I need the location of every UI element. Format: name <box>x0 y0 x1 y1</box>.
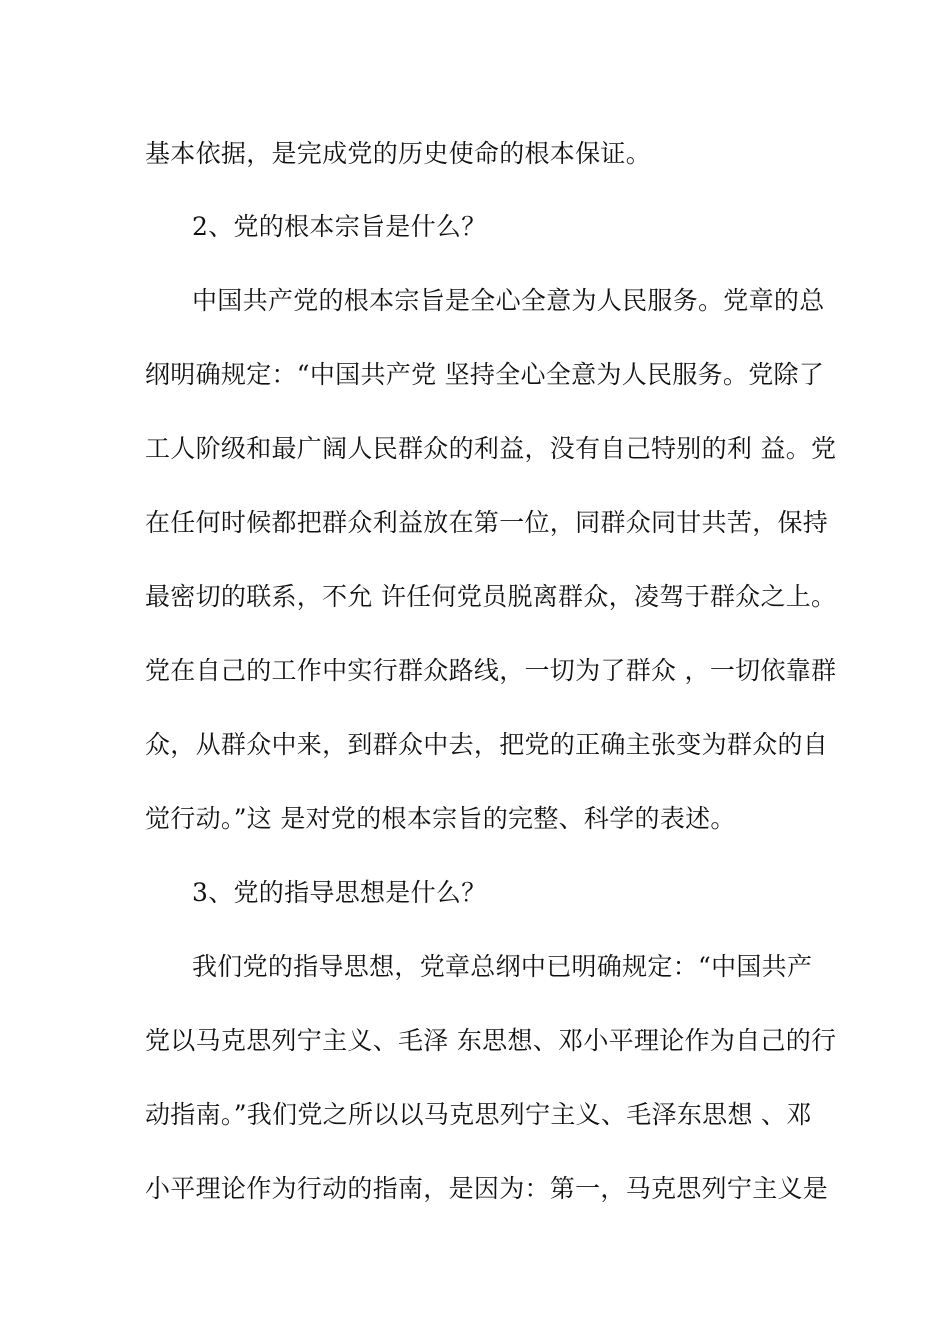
text-line: 动指南。”我们党之所以以马克思列宁主义、毛泽东思想 、邓 <box>145 1100 812 1129</box>
text-line: 最密切的联系，不允 许任何党员脱离群众，凌驾于群众之上。 <box>145 582 837 611</box>
text-line: 党在自己的工作中实行群众路线，一切为了群众 ，一切依靠群 <box>145 656 837 685</box>
paragraph-first-line: 我们党的指导思想，党章总纲中已明确规定：“中国共产 <box>192 952 813 981</box>
question-heading: 2、党的根本宗旨是什么？ <box>192 212 487 241</box>
text-line: 小平理论作为行动的指南，是因为：第一，马克思列宁主义是 <box>145 1174 829 1203</box>
question-heading: 3、党的指导思想是什么？ <box>192 878 487 907</box>
text-line: 基本依据，是完成党的历史使命的根本保证。 <box>145 139 652 168</box>
text-line: 工人阶级和最广阔人民群众的利益，没有自己特别的利 益。党 <box>145 434 837 463</box>
text-line: 觉行动。”这 是对党的根本宗旨的完整、科学的表述。 <box>145 804 736 833</box>
paragraph-first-line: 中国共产党的根本宗旨是全心全意为人民服务。党章的总 <box>192 286 825 315</box>
text-line: 在任何时候都把群众利益放在第一位，同群众同甘共苦，保持 <box>145 508 829 537</box>
text-line: 众，从群众中来，到群众中去，把党的正确主张变为群众的自 <box>145 730 829 759</box>
text-line: 党以马克思列宁主义、毛泽 东思想、邓小平理论作为自己的行 <box>145 1026 837 1055</box>
text-line: 纲明确规定：“中国共产党 坚持全心全意为人民服务。党除了 <box>145 360 825 389</box>
